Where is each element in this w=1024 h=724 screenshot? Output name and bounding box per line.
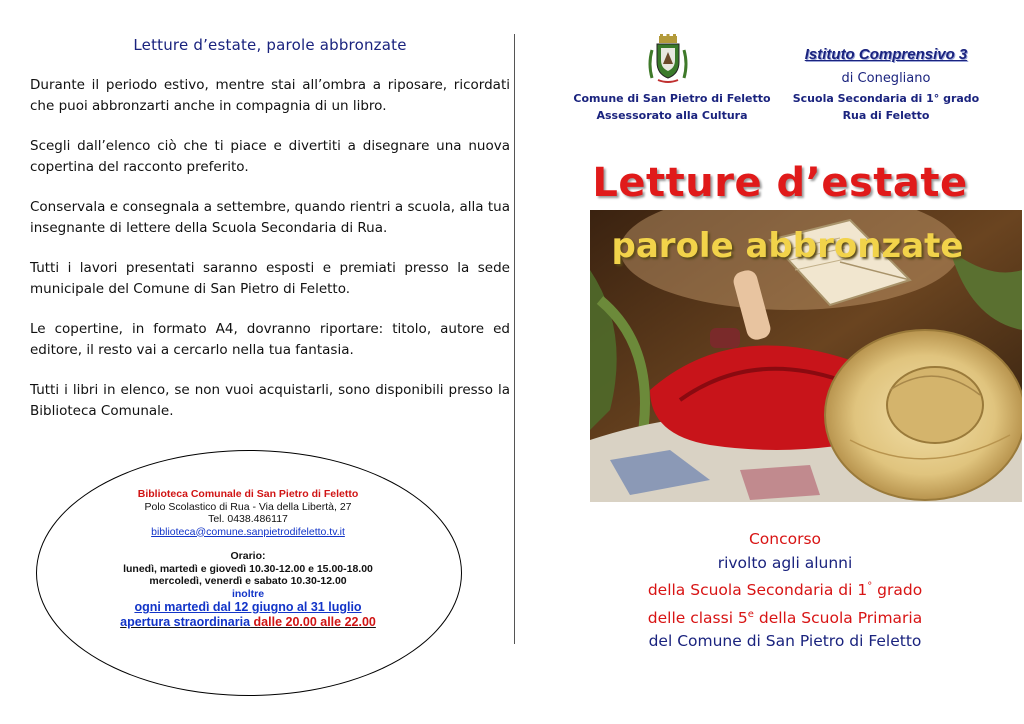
paragraph-5: Le copertine, in formato A4, dovranno riportare: titolo, autore ed editore, il resto vai a cercarlo nella tua fantasia. (30, 321, 510, 358)
paragraph-4: Tutti i lavori presentati saranno esposti e premiati presso la sede municipale del Comune di San Pietro di Feletto. (30, 260, 510, 297)
comune-block (572, 90, 772, 124)
special-opening-dates: ogni martedì dal 12 giugno al 31 luglio (134, 600, 362, 614)
contest-primary-sup: e (747, 608, 754, 620)
contest-secondary-text: della Scuola Secondaria di 1 (647, 581, 868, 600)
assessorato: Assessorato alla Cultura (596, 109, 748, 122)
contest-secondary-sup: ° (867, 581, 873, 592)
library-phone: Tel. 0438.486117 (208, 513, 288, 525)
contest-secondary-grade: grado (872, 581, 923, 600)
contest-info (600, 528, 970, 654)
cover-title: Letture d’estate (592, 160, 968, 206)
contest-primary-school: della Scuola Primaria (753, 608, 923, 627)
library-info (66, 488, 430, 630)
comune-name: Comune di San Pietro di Feletto (573, 92, 771, 105)
library-email-link[interactable]: biblioteca@comune.sanpietrodifeletto.tv.it (151, 525, 345, 538)
paragraph-6: Tutti i libri in elenco, se non vuoi acquistarli, sono disponibili presso la Biblioteca Comunale. (30, 382, 510, 419)
cover-subtitle: parole abbronzate (611, 226, 964, 266)
contest-target: rivolto agli alunni (717, 553, 853, 572)
contest-primary (600, 603, 970, 631)
left-title: Letture d’estate, parole abbronzate (133, 36, 407, 54)
contest-comune: del Comune di San Pietro di Feletto (648, 632, 922, 651)
special-label: apertura straordinaria (120, 615, 251, 629)
institute-title: Istituto Comprensivo 3 (804, 46, 968, 63)
library-name: Biblioteca Comunale di San Pietro di Feletto (137, 488, 359, 500)
contest-label: Concorso (748, 530, 822, 548)
left-page (30, 36, 510, 422)
contest-secondary (600, 575, 970, 603)
school-name: Scuola Secondaria di 1° grado (792, 92, 980, 105)
contest-primary-text: delle classi 5 (647, 608, 748, 627)
library-address: Polo Scolastico di Rua - Via della Libertà, 27 (144, 500, 352, 513)
hours-line-2: mercoledì, venerdì e sabato 10.30-12.00 (149, 575, 347, 587)
also-label: inoltre (231, 587, 265, 600)
paragraph-2: Scegli dall’elenco ciò che ti piace e divertiti a disegnare una nuova copertina del racconto preferito. (30, 138, 510, 175)
municipal-crest-icon (646, 34, 690, 86)
school-location: Rua di Feletto (842, 109, 930, 122)
hours-line-1: lunedì, martedì e giovedì 10.30-12.00 e 15.00-18.00 (123, 562, 373, 575)
paragraph-1: Durante il periodo estivo, mentre stai all’ombra a riposare, ricordati che puoi abbronzarti anche in compagnia di un libro. (30, 77, 510, 114)
special-opening-hours (66, 615, 430, 630)
school-block (786, 90, 986, 124)
institute-city: di Conegliano (841, 71, 931, 86)
fold-line (514, 34, 515, 644)
special-time: dalle 20.00 alle 22.00 (250, 615, 376, 629)
hours-label: Orario: (230, 550, 266, 562)
paragraph-3: Conservala e consegnala a settembre, quando rientri a scuola, alla tua insegnante di lettere della Scuola Secondaria di Rua. (30, 199, 510, 236)
